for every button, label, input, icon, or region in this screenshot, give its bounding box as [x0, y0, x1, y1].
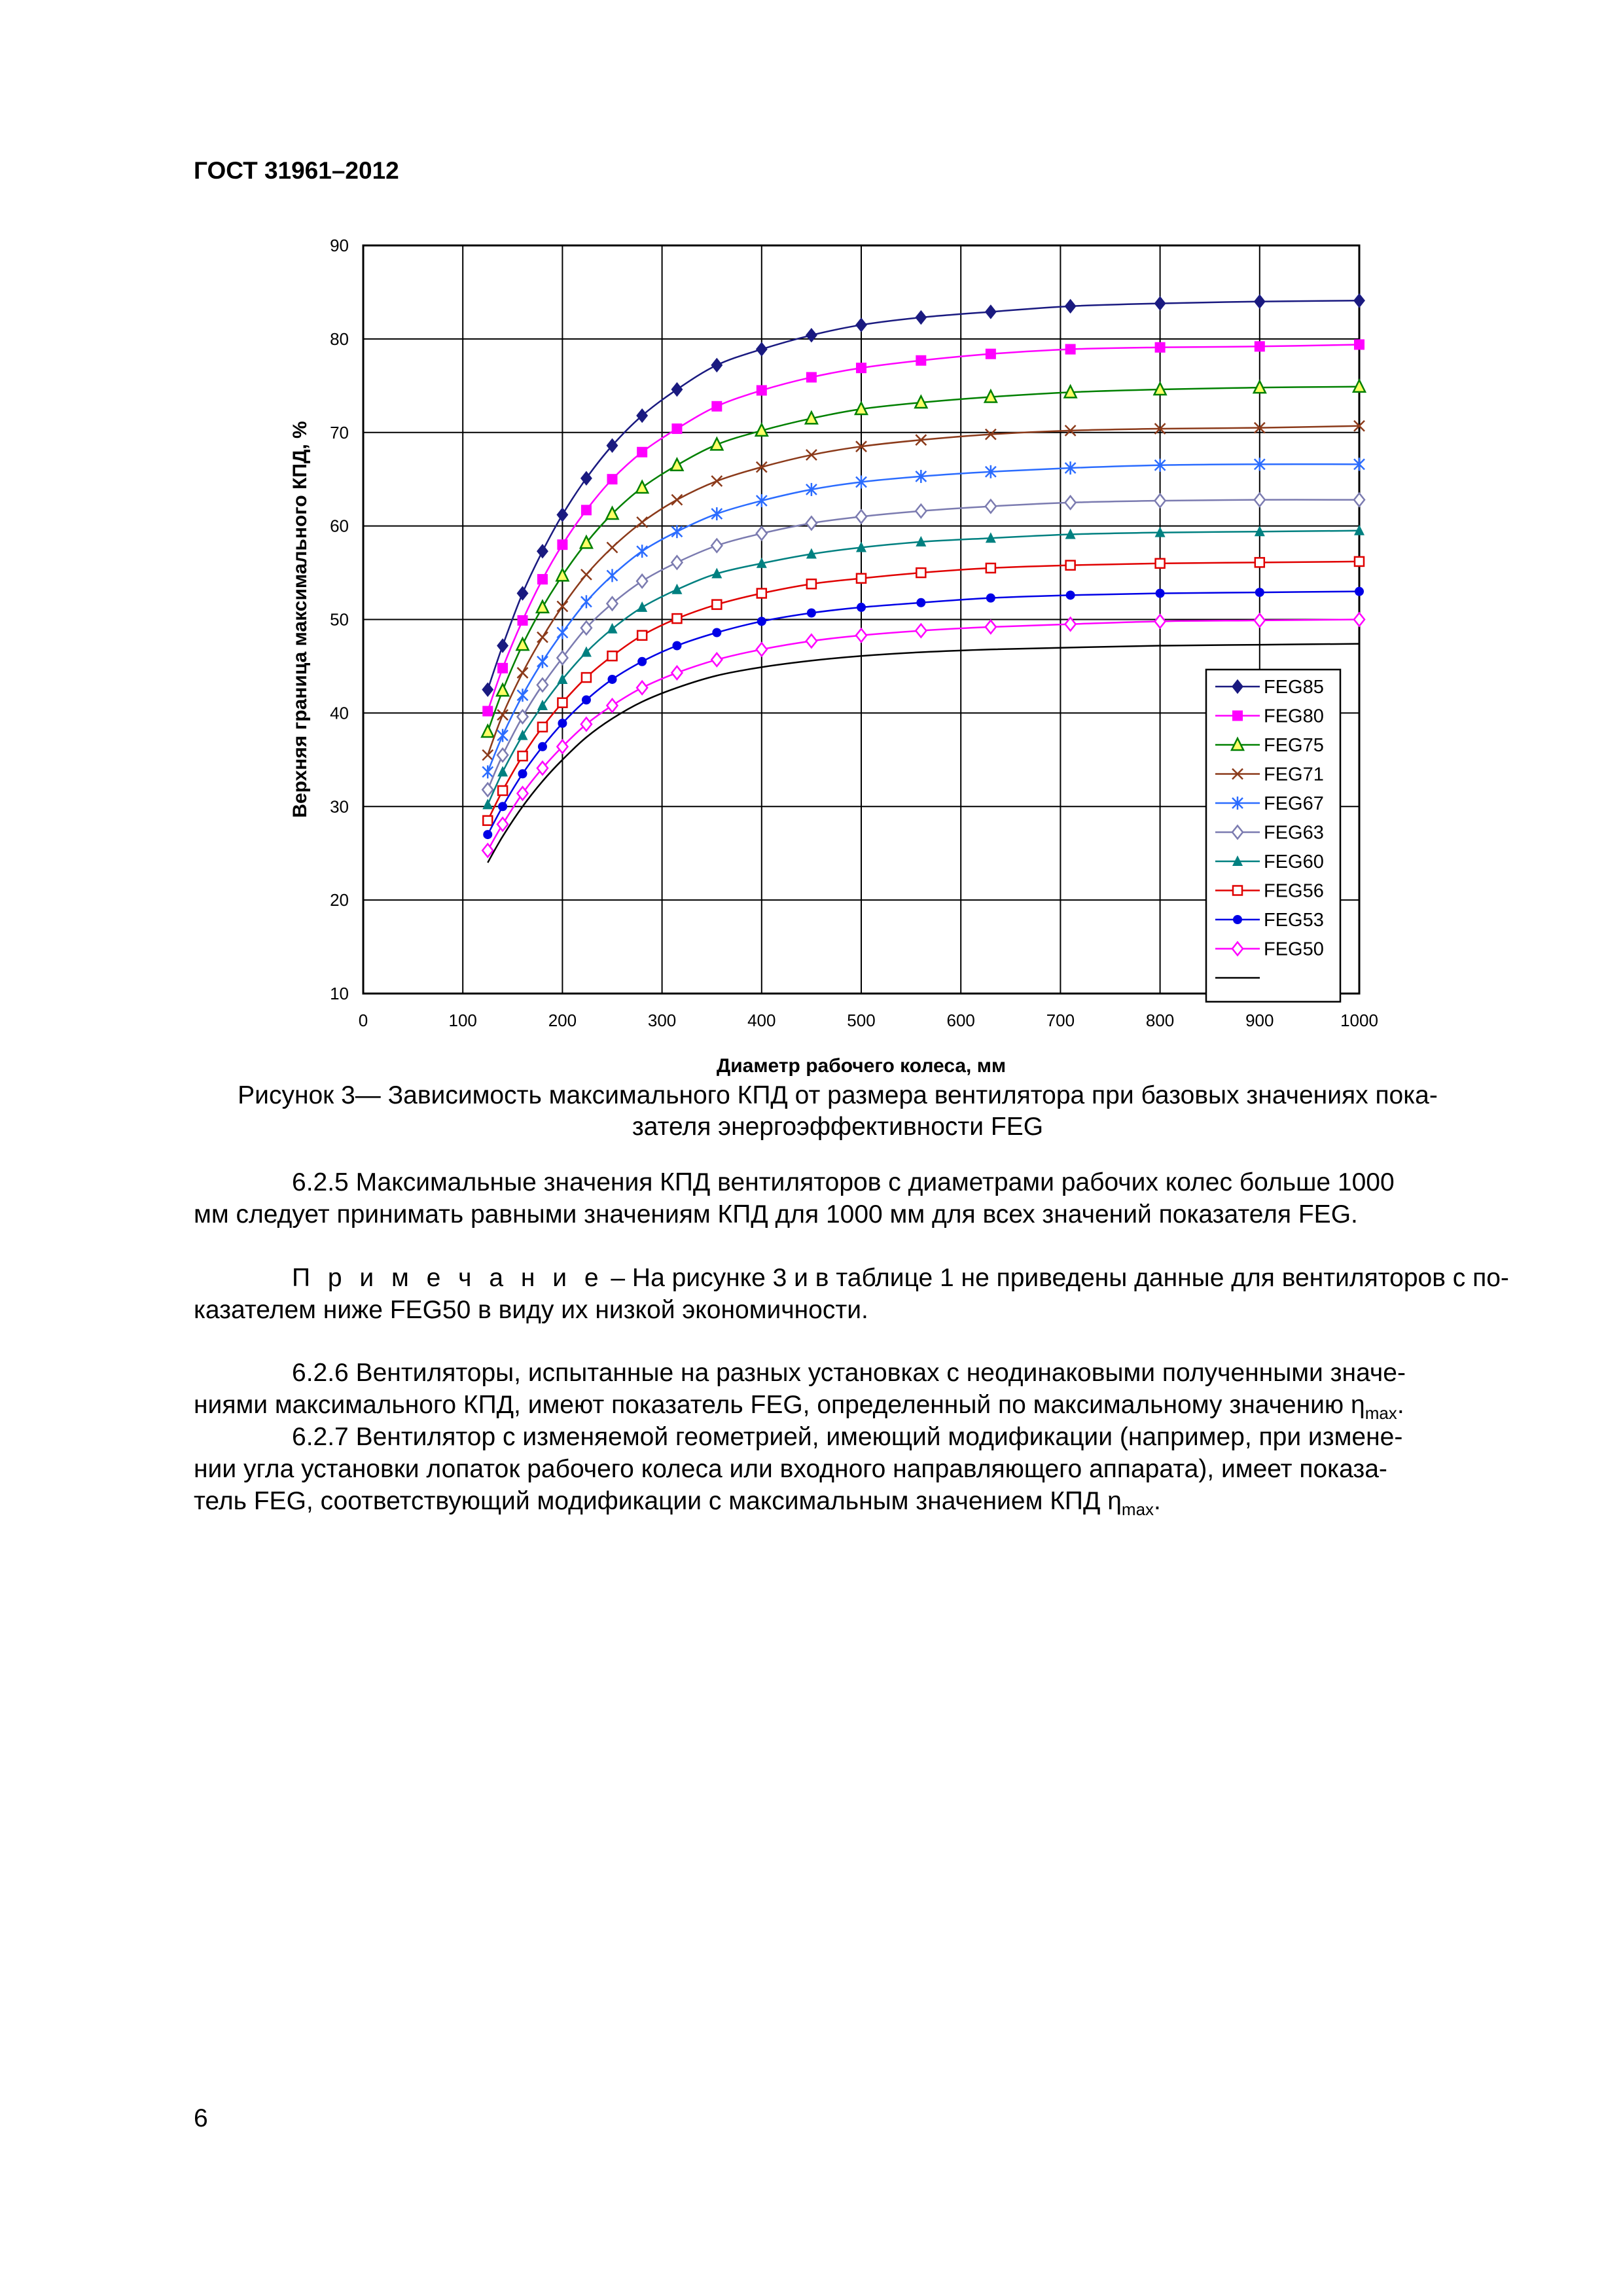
data-point: [537, 574, 548, 584]
data-point: [637, 575, 647, 588]
figure-caption: [164, 1080, 1512, 1143]
y-tick-label: 20: [330, 890, 349, 910]
data-point: [916, 505, 926, 518]
data-point: [607, 569, 618, 582]
data-point: [537, 655, 548, 668]
data-point: [711, 438, 722, 450]
data-point: [581, 595, 592, 608]
data-point: [497, 684, 508, 696]
data-point: [916, 568, 925, 577]
data-point: [582, 695, 591, 704]
data-point: [637, 409, 647, 422]
data-point: [482, 750, 493, 761]
data-point: [518, 769, 527, 778]
subscript-max: max: [1364, 1403, 1397, 1423]
data-point: [757, 588, 766, 598]
data-point: [857, 603, 866, 612]
data-point: [711, 401, 722, 412]
paragraph-6-2-5: [194, 1166, 1509, 1230]
legend-label: FEG63: [1264, 822, 1324, 844]
chart-legend: [1206, 670, 1340, 1002]
data-point: [711, 653, 722, 666]
x-tick-label: 0: [358, 1011, 368, 1030]
data-point: [482, 706, 493, 717]
data-point: [857, 574, 866, 583]
data-point: [1065, 344, 1076, 355]
data-point: [558, 698, 567, 708]
x-tick-label: 100: [448, 1011, 477, 1030]
data-point: [482, 765, 493, 778]
data-point: [1255, 614, 1265, 627]
legend-label: FEG67: [1264, 793, 1324, 814]
data-point: [757, 527, 767, 540]
data-point: [856, 363, 866, 373]
paragraph-line: 6.2.5 Максимальные значения КПД вентиляторов с диаметрами рабочих колес больше 1000: [292, 1168, 1395, 1196]
data-point: [916, 355, 926, 366]
data-point: [517, 638, 529, 650]
paragraph-line: казателем ниже FEG50 в виду их низкой экономичности.: [194, 1296, 868, 1324]
x-tick-label: 700: [1046, 1011, 1075, 1030]
data-point: [537, 545, 548, 558]
data-point: [637, 545, 647, 558]
data-point: [1255, 588, 1264, 597]
x-axis-label: Диаметр рабочего колеса, мм: [716, 1055, 1007, 1077]
data-point: [986, 564, 995, 573]
data-point: [986, 594, 995, 603]
paragraph-line: 6.2.6 Вентиляторы, испытанные на разных установках с неодинаковыми полученными значе-: [292, 1359, 1406, 1387]
x-tick-label: 600: [946, 1011, 975, 1030]
data-point: [637, 601, 647, 612]
data-point: [497, 749, 508, 762]
data-point: [582, 673, 591, 682]
paragraph-line: [194, 1485, 1509, 1526]
y-axis-label: Верхняя граница максимального КПД, %: [289, 421, 311, 818]
data-point: [671, 584, 682, 594]
x-tick-label: 900: [1245, 1011, 1274, 1030]
figure-caption-line: Рисунок 3— Зависимость максимального КПД от размера вентилятора при базовых значениях пока-: [238, 1081, 1438, 1109]
y-tick-label: 10: [330, 984, 349, 1003]
data-point: [637, 631, 647, 640]
legend-label: FEG85: [1264, 677, 1324, 698]
data-point: [608, 651, 617, 660]
data-point: [482, 725, 493, 737]
data-point: [558, 719, 567, 728]
data-point: [671, 525, 682, 538]
data-point: [607, 597, 618, 610]
data-point: [1354, 613, 1364, 626]
data-point: [538, 723, 547, 732]
data-point: [986, 620, 996, 634]
x-tick-label: 500: [847, 1011, 876, 1030]
data-point: [518, 668, 528, 678]
data-point: [807, 608, 816, 617]
data-point: [607, 542, 618, 552]
y-tick-label: 60: [330, 516, 349, 536]
data-point: [637, 447, 647, 457]
data-point: [537, 632, 548, 643]
legend-label: FEG71: [1264, 764, 1324, 785]
data-point: [757, 494, 767, 507]
data-point: [482, 783, 493, 797]
data-point: [671, 383, 682, 396]
paragraph-text: ниями максимального КПД, имеют показатель FEG, определенный по максимальному значению η: [194, 1391, 1365, 1419]
data-point: [757, 385, 767, 395]
paragraph-text: .: [1154, 1487, 1161, 1515]
legend-label: FEG56: [1264, 880, 1324, 902]
data-point: [986, 500, 996, 513]
data-point: [538, 742, 547, 751]
data-point: [1155, 615, 1166, 628]
paragraph-line: 6.2.7 Вентилятор с изменяемой геометрией, имеющий модификации (например, при измене-: [292, 1423, 1403, 1451]
legend-label: FEG60: [1264, 852, 1324, 872]
data-point: [581, 505, 592, 515]
data-point: [497, 639, 508, 653]
data-point: [1354, 493, 1364, 507]
data-point: [557, 539, 567, 550]
legend-marker: [1233, 915, 1242, 924]
data-point: [807, 579, 816, 588]
data-point: [498, 802, 507, 811]
data-point: [497, 729, 508, 742]
data-point: [1354, 294, 1364, 307]
data-point: [607, 623, 618, 634]
document-code: ГОСТ 31961–2012: [194, 157, 399, 184]
data-point: [607, 474, 618, 484]
data-point: [636, 481, 648, 493]
data-point: [497, 709, 508, 720]
paragraph-line: [194, 1262, 1509, 1294]
data-point: [1066, 561, 1075, 570]
data-point: [916, 598, 925, 607]
data-point: [1255, 493, 1265, 507]
legend-label: FEG75: [1264, 735, 1324, 756]
data-point: [1355, 587, 1364, 596]
data-point: [608, 675, 617, 684]
data-point: [1255, 341, 1265, 351]
paragraph-line: нии угла установки лопаток рабочего колеса или входного направляющего аппарата), имеет показа-: [194, 1455, 1387, 1483]
paragraph-6-2-7: [194, 1421, 1509, 1526]
data-point: [1155, 297, 1166, 310]
y-tick-label: 50: [330, 609, 349, 630]
data-point: [671, 459, 683, 471]
data-point: [1255, 558, 1264, 567]
data-point: [518, 586, 528, 600]
data-point: [856, 318, 866, 331]
data-point: [482, 798, 493, 809]
data-point: [581, 569, 592, 580]
x-tick-label: 400: [747, 1011, 776, 1030]
data-point: [497, 663, 508, 673]
note-paragraph: [194, 1262, 1509, 1326]
y-tick-label: 30: [330, 797, 349, 817]
legend-label: FEG53: [1264, 910, 1324, 931]
data-point: [518, 751, 527, 761]
data-point: [1354, 339, 1364, 350]
paragraph-text: тель FEG, соответствующий модификации с максимальным значением КПД η: [194, 1487, 1122, 1515]
paragraph-line: мм следует принимать равными значениям КПД для 1000 мм для всех значений показателя FEG.: [194, 1200, 1358, 1229]
paragraph-6-2-6: [194, 1357, 1509, 1429]
data-point: [671, 423, 682, 434]
data-point: [806, 329, 817, 342]
figure-caption-line: зателя энергоэффективности FEG: [632, 1113, 1044, 1141]
data-point: [1155, 494, 1166, 507]
data-point: [518, 710, 528, 723]
data-point: [1355, 557, 1364, 566]
data-point: [637, 681, 647, 694]
data-point: [986, 305, 996, 318]
data-point: [483, 830, 492, 839]
data-point: [711, 476, 722, 486]
data-point: [806, 634, 817, 647]
data-point: [671, 666, 682, 679]
data-point: [1255, 295, 1265, 308]
subscript-max: max: [1121, 1499, 1154, 1519]
data-point: [1156, 588, 1165, 598]
data-point: [482, 683, 493, 696]
data-point: [557, 626, 567, 639]
note-text: – На рисунке 3 и в таблице 1 не приведены данные для вентиляторов с по-: [603, 1264, 1509, 1292]
y-tick-label: 40: [330, 703, 349, 723]
data-point: [916, 311, 926, 324]
data-point: [711, 359, 722, 372]
data-point: [672, 641, 681, 651]
x-tick-label: 1000: [1340, 1011, 1378, 1030]
chart-canvas: [288, 232, 1387, 1077]
data-point: [518, 689, 528, 702]
y-tick-label: 70: [330, 422, 349, 442]
data-point: [498, 786, 507, 795]
page-number: 6: [194, 2104, 208, 2132]
data-point: [1066, 590, 1075, 600]
note-label: П р и м е ч а н и е: [292, 1264, 604, 1292]
data-point: [712, 600, 721, 609]
legend-marker: [1233, 886, 1242, 895]
data-point: [497, 766, 508, 776]
data-point: [757, 343, 767, 356]
y-tick-label: 80: [330, 329, 349, 349]
data-point: [712, 628, 721, 637]
legend-label: FEG80: [1264, 706, 1324, 727]
data-point: [1065, 300, 1076, 313]
data-point: [1155, 342, 1166, 353]
x-tick-label: 300: [647, 1011, 677, 1030]
series-feg85: [482, 294, 1364, 696]
data-point: [518, 730, 528, 740]
data-point: [856, 510, 866, 523]
data-point: [637, 657, 647, 666]
paragraph-text: .: [1397, 1391, 1404, 1419]
data-point: [672, 614, 681, 623]
data-point: [671, 556, 682, 569]
data-point: [711, 507, 722, 520]
data-point: [806, 516, 817, 529]
data-point: [856, 629, 866, 642]
data-point: [1065, 496, 1076, 509]
efficiency-chart: [288, 232, 1387, 1077]
data-point: [518, 615, 528, 626]
data-point: [806, 372, 817, 382]
data-point: [671, 495, 682, 505]
data-point: [1156, 559, 1165, 568]
data-point: [607, 699, 618, 712]
x-tick-label: 200: [548, 1011, 577, 1030]
data-point: [711, 539, 722, 552]
legend-marker: [1232, 711, 1243, 721]
y-tick-label: 90: [330, 236, 349, 255]
data-point: [537, 601, 548, 613]
data-point: [757, 617, 766, 626]
legend-label: FEG50: [1264, 939, 1324, 960]
data-point: [483, 816, 492, 825]
data-point: [757, 643, 767, 656]
data-point: [581, 718, 592, 731]
data-point: [916, 624, 926, 637]
x-tick-label: 800: [1145, 1011, 1175, 1030]
data-point: [986, 349, 996, 359]
